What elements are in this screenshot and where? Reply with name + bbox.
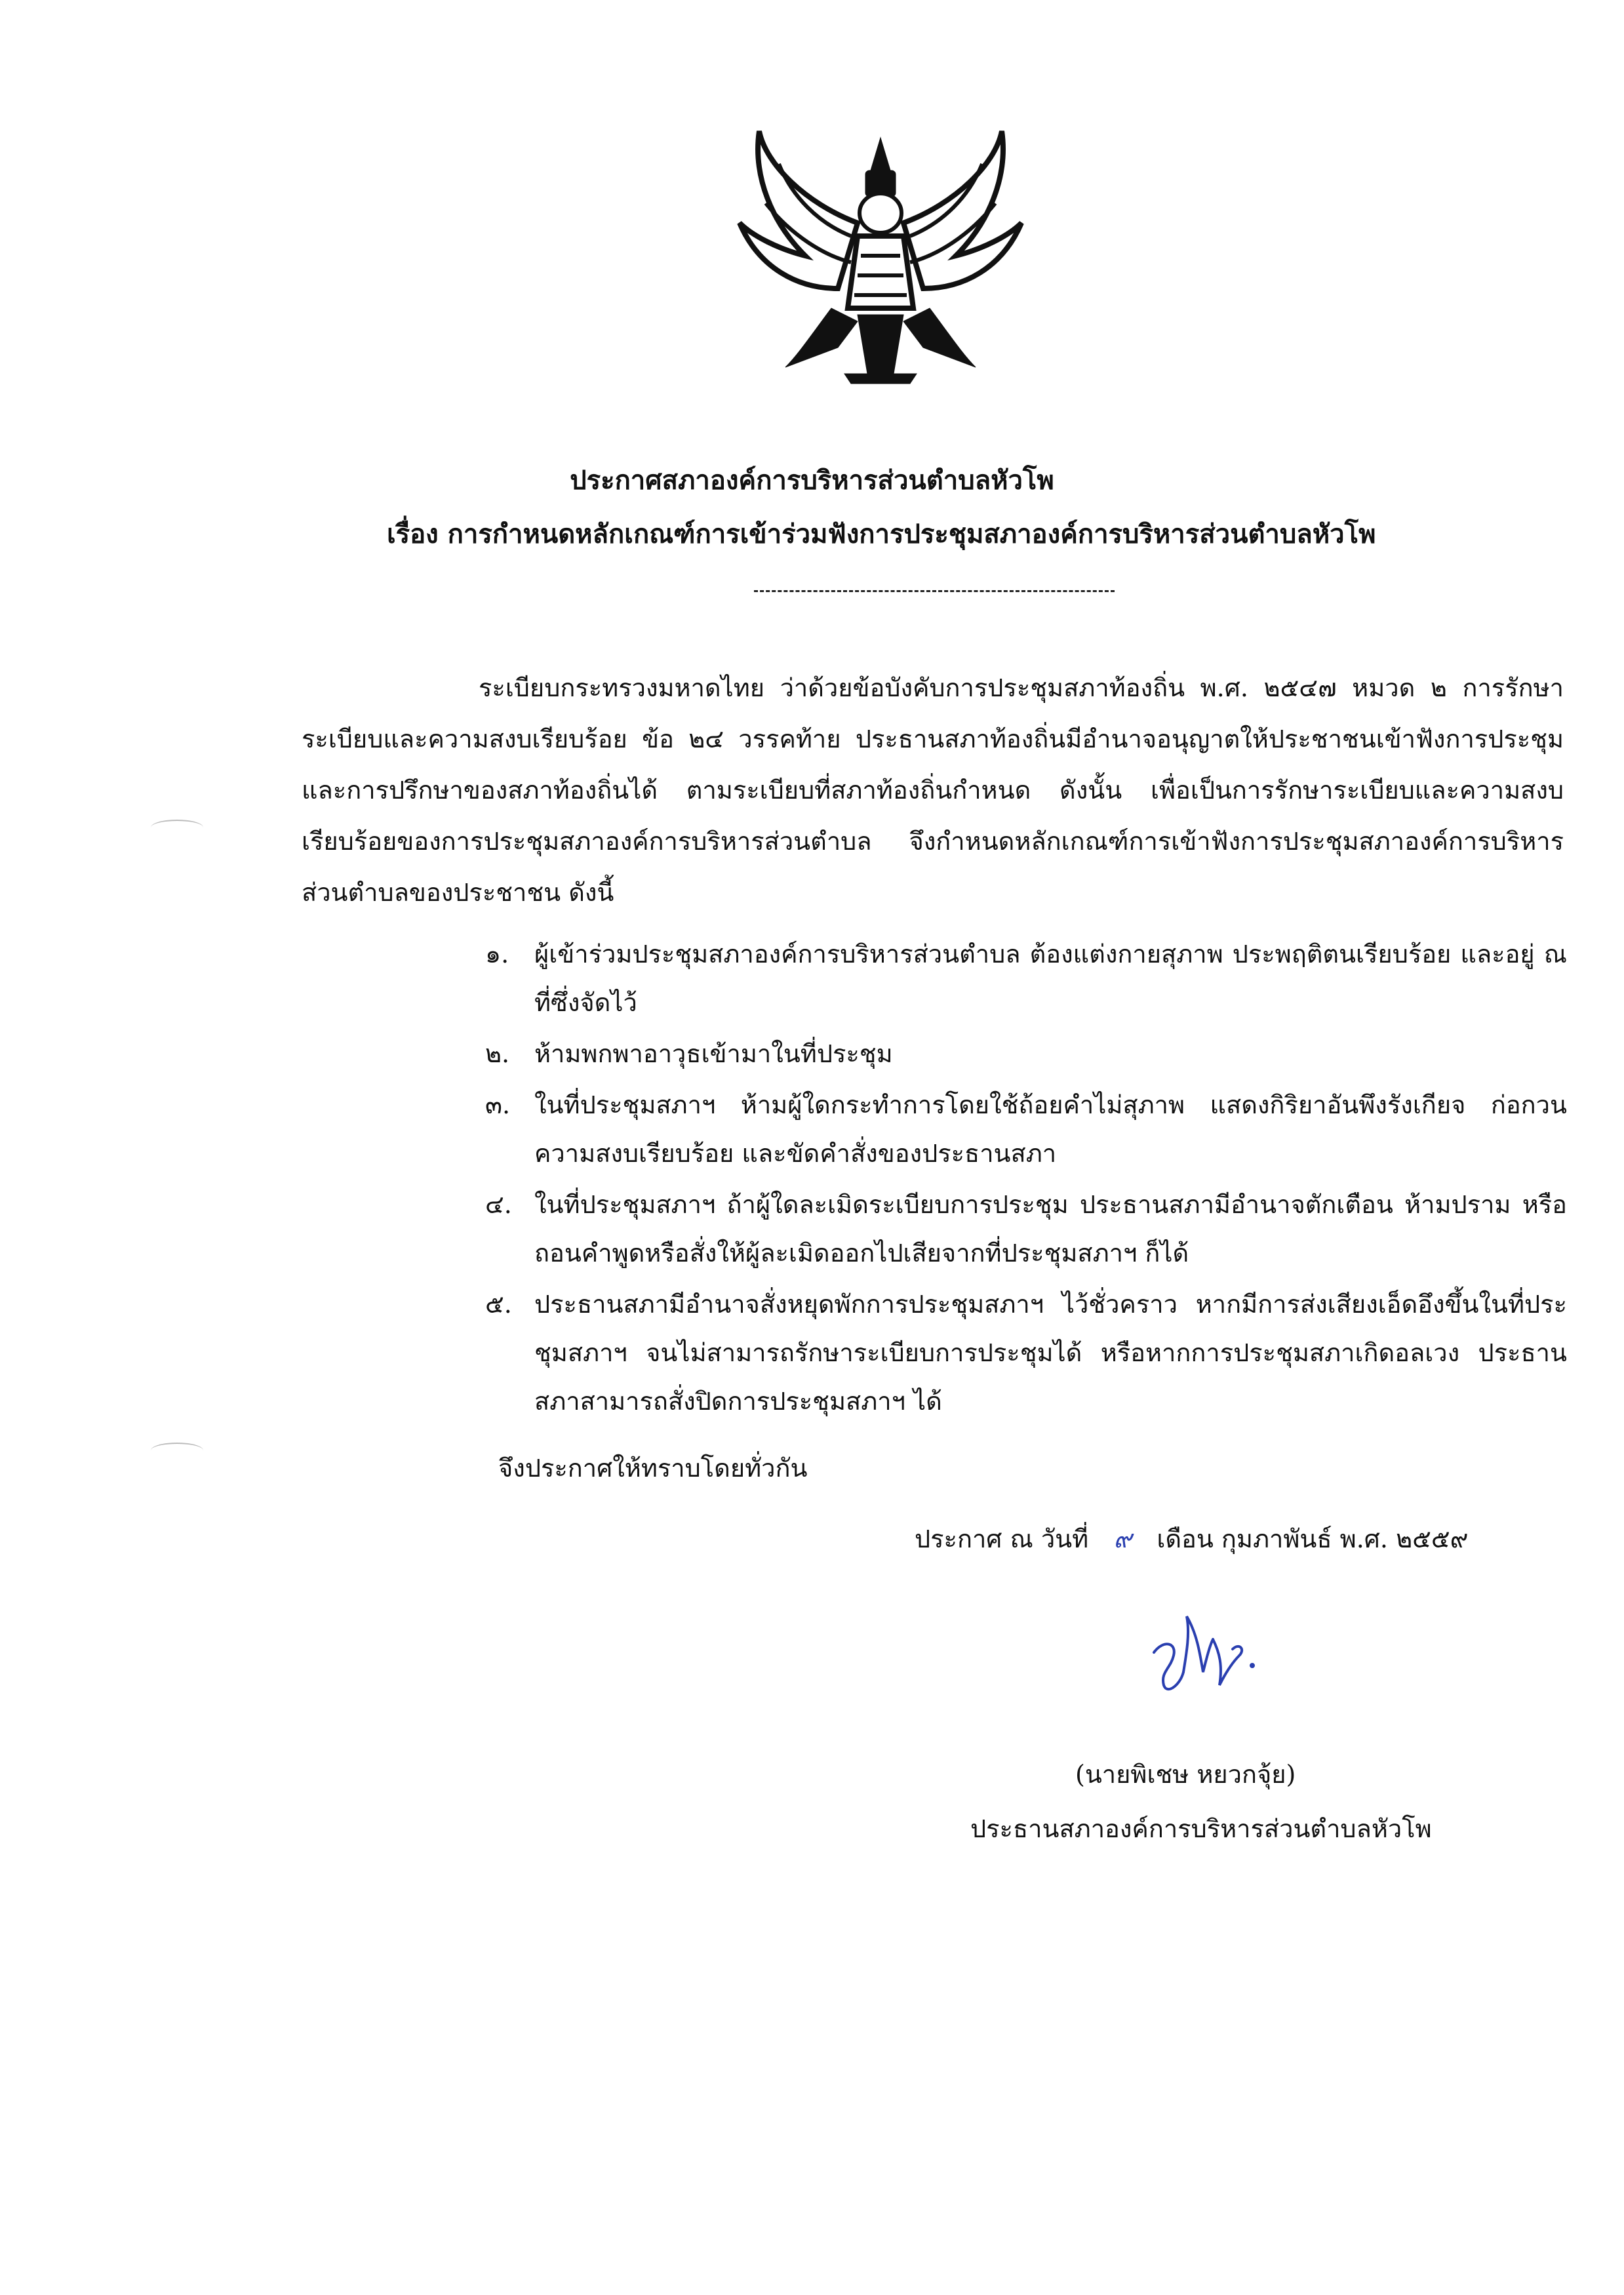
signatory-position: ประธานสภาองค์การบริหารส่วนตำบลหัวโพ xyxy=(970,1814,1432,1843)
closing-statement: จึงประกาศให้ทราบโดยทั่วกัน xyxy=(498,1454,808,1483)
list-item-number: ๓. xyxy=(485,1090,511,1119)
list-item-number: ๕. xyxy=(485,1290,512,1319)
title-divider xyxy=(754,590,1115,592)
list-item-number: ๒. xyxy=(485,1039,510,1068)
list-item-number: ๑. xyxy=(485,940,509,968)
date-prefix: ประกาศ ณ วันที่ xyxy=(915,1525,1089,1553)
rules-list xyxy=(485,930,1567,1428)
list-item xyxy=(485,1081,1567,1178)
list-item xyxy=(485,930,1567,1027)
signatory-name: (นายพิเชษ หยวกจุ้ย) xyxy=(1075,1760,1296,1789)
list-item-text: ห้ามพกพาอาวุธเข้ามาในที่ประชุม xyxy=(534,1039,893,1068)
list-item-text: ในที่ประชุมสภาฯ ถ้าผู้ใดละเมิดระเบียบการประชุม ประธานสภามีอำนาจตักเตือน ห้ามปราม หรือถอนคำพูดหรือสั่งให้ผู้ละเมิดออกไปเสียจากที่ประชุมสภาฯ ก็ได้ xyxy=(534,1190,1567,1267)
announcement-subject: เรื่อง การกำหนดหลักเกณฑ์การเข้าร่วมฟังการประชุมสภาองค์การบริหารส่วนตำบลหัวโพ xyxy=(387,519,1376,549)
date-suffix: เดือน กุมภาพันธ์ พ.ศ. ๒๕๕๙ xyxy=(1157,1525,1469,1553)
list-item xyxy=(485,1180,1567,1277)
announcement-date xyxy=(915,1519,1468,1559)
list-item xyxy=(485,1280,1567,1426)
handwritten-signature xyxy=(1141,1606,1272,1698)
scan-mark xyxy=(151,1443,203,1458)
list-item-text: ในที่ประชุมสภาฯ ห้ามผู้ใดกระทำการโดยใช้ถ้อยคำไม่สุภาพ แสดงกิริยาอันพึงรังเกียจ ก่อกวนความสงบเรียบร้อย และขัดคำสั่งของประธานสภา xyxy=(534,1090,1567,1168)
list-item xyxy=(485,1029,1567,1078)
announcement-title: ประกาศสภาองค์การบริหารส่วนตำบลหัวโพ xyxy=(570,465,1054,496)
body-paragraph xyxy=(302,662,1564,918)
body-paragraph-text: ระเบียบกระทรวงมหาดไทย ว่าด้วยข้อบังคับการประชุมสภาท้องถิ่น พ.ศ. ๒๕๔๗ หมวด ๒ การรักษาระเบียบและความสงบเรียบร้อย ข้อ ๒๔ วรรคท้าย ประธานสภาท้องถิ่นมีอำนาจอนุญาตให้ประชาชนเข้าฟังการประชุม และการปรึกษาของสภาท้องถิ่นได้ ตามระเบียบที่สภาท้องถิ่นกำหนด ดังนั้น เพื่อเป็นการรักษาระเบียบและความสงบเรียบร้อยของการประชุมสภาองค์การบริหารส่วนตำบล จึงกำหนดหลักเกณฑ์การเข้าฟังการประชุมสภาองค์การบริหารส่วนตำบลของประชาชน ดังนี้ xyxy=(302,673,1564,907)
scan-mark xyxy=(151,820,203,835)
list-item-text: ผู้เข้าร่วมประชุมสภาองค์การบริหารส่วนตำบล ต้องแต่งกายสุภาพ ประพฤติตนเรียบร้อย และอยู่ ณ ที่ซึ่งจัดไว้ xyxy=(534,940,1567,1017)
list-item-number: ๔. xyxy=(485,1190,512,1219)
garuda-emblem-icon xyxy=(726,125,1035,387)
list-item-text: ประธานสภามีอำนาจสั่งหยุดพักการประชุมสภาฯ ไว้ชั่วคราว หากมีการส่งเสียงเอ็ดอึงขึ้นในที่ประชุมสภาฯ จนไม่สามารถรักษาระเบียบการประชุมได้ หรือหากการประชุมสภาเกิดอลเวง ประธานสภาสามารถสั่งปิดการประชุมสภาฯ ได้ xyxy=(534,1290,1567,1416)
date-day: ๙ xyxy=(1113,1525,1132,1553)
